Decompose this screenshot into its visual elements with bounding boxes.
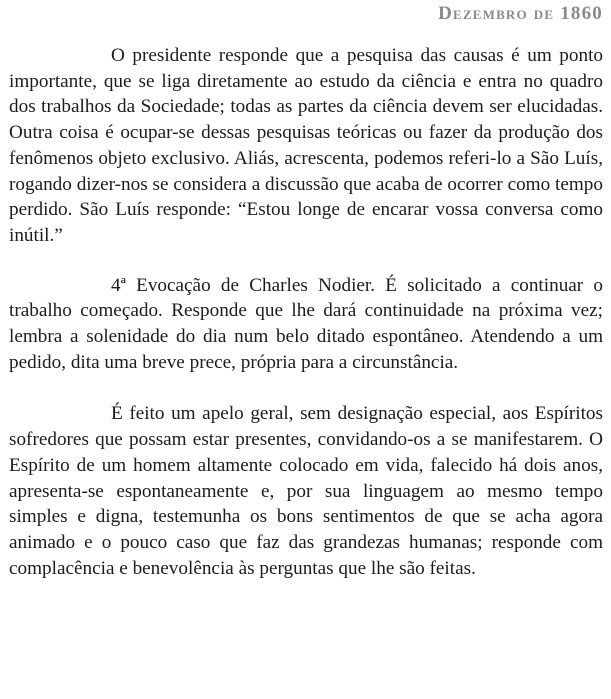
page-body xyxy=(9,43,603,581)
paragraph-evocation-charles-nodier: 4ª Evocação de Charles Nodier. É solicitado a continuar o trabalho começado. Responde que lhe dará continuidade na próxima vez; lembra a solenidade do dia num belo ditado espontâneo. Atendendo a um pedido, dita uma breve prece, própria para a circunstância. xyxy=(9,274,603,373)
paragraph-president-response: O presidente responde que a pesquisa das causas é um ponto importante, que se liga diretamente ao estudo da ciência e entra no quadro dos trabalhos da Sociedade; todas as partes da ciência devem ser elucidadas. Outra coisa é ocupar-se dessas pesquisas teóricas ou fazer da produção dos fenômenos objeto exclusivo. Aliás, acrescenta, podemos referi-lo a São Luís, rogando dizer-nos se considera a discussão que acaba de ocorrer como tempo perdido. São Luís responde: “Estou longe de encarar vossa conversa como inútil.” xyxy=(9,45,603,246)
running-header: Dezembro de 1860 xyxy=(438,3,603,24)
paragraph-general-appeal: É feito um apelo geral, sem designação especial, aos Espíritos sofredores que possam estar presentes, convidando-os a se manifestarem. O Espírito de um homem altamente colocado em vida, falecido há dois anos, apresenta-se espontaneamente e, por sua linguagem ao mesmo tempo simples e digna, testemunha os bons sentimentos de que se acha agora animado e o pouco caso que faz das grandezas humanas; responde com complacência e benevolência às perguntas que lhe são feitas. xyxy=(9,403,603,579)
